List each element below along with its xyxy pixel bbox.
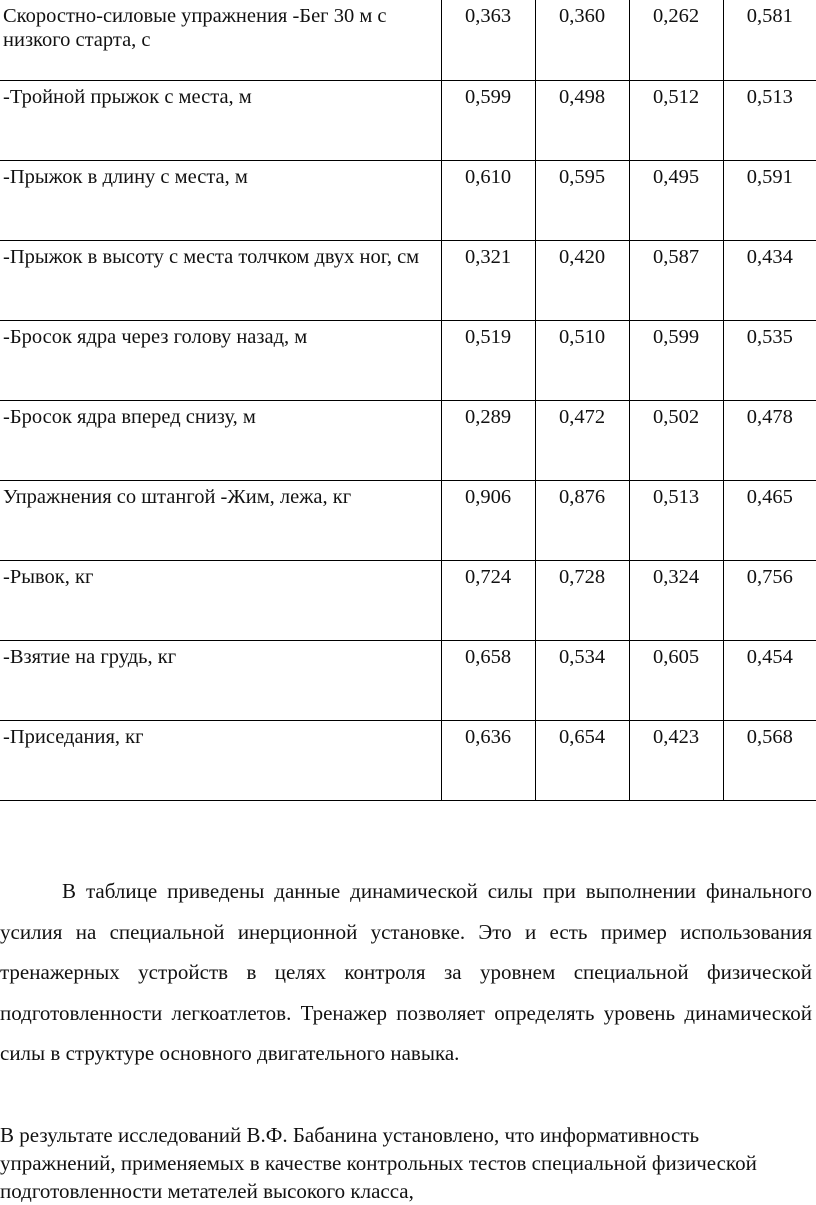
value-cell: 0,658 <box>441 640 535 720</box>
value-cell: 0,636 <box>441 720 535 800</box>
exercise-name: -Приседания, кг <box>0 720 441 800</box>
value-cell: 0,420 <box>535 240 629 320</box>
body-paragraph: В результате исследований В.Ф. Бабанина установлено, что информативность упражнений, применяемых в качестве контрольных тестов специальной физической подготовленности метателей высокого класса, <box>0 1123 757 1203</box>
table-row <box>0 400 816 480</box>
exercise-name: -Прыжок в высоту с места толчком двух ног, см <box>0 240 441 320</box>
value-cell: 0,454 <box>723 640 816 720</box>
table-row <box>0 0 816 80</box>
value-cell: 0,495 <box>629 160 723 240</box>
value-cell: 0,324 <box>629 560 723 640</box>
table-row <box>0 560 816 640</box>
value-cell: 0,510 <box>535 320 629 400</box>
table-row <box>0 480 816 560</box>
value-cell: 0,513 <box>629 480 723 560</box>
value-cell: 0,756 <box>723 560 816 640</box>
value-cell: 0,876 <box>535 480 629 560</box>
value-cell: 0,434 <box>723 240 816 320</box>
value-cell: 0,289 <box>441 400 535 480</box>
table-row <box>0 80 816 160</box>
value-cell: 0,262 <box>629 0 723 80</box>
table-row <box>0 160 816 240</box>
table-row <box>0 640 816 720</box>
value-cell: 0,595 <box>535 160 629 240</box>
exercise-name: -Бросок ядра вперед снизу, м <box>0 400 441 480</box>
value-cell: 0,728 <box>535 560 629 640</box>
value-cell: 0,513 <box>723 80 816 160</box>
value-cell: 0,587 <box>629 240 723 320</box>
table-row <box>0 240 816 320</box>
body-paragraph: В таблице приведены данные динамической силы при выполнении финального усилия на специальной инерционной установке. Это и есть пример использования тренажерных устройств в целях контроля за уровнем специальной физической подготовленности легкоатлетов. Тренажер позволяет определять уровень динамической силы в структуре основного двигательного навыка. <box>0 879 812 1065</box>
table-row <box>0 720 816 800</box>
exercise-name: -Рывок, кг <box>0 560 441 640</box>
value-cell: 0,478 <box>723 400 816 480</box>
exercise-name: -Прыжок в длину с места, м <box>0 160 441 240</box>
value-cell: 0,535 <box>723 320 816 400</box>
value-cell: 0,472 <box>535 400 629 480</box>
value-cell: 0,498 <box>535 80 629 160</box>
value-cell: 0,599 <box>441 80 535 160</box>
value-cell: 0,568 <box>723 720 816 800</box>
value-cell: 0,581 <box>723 0 816 80</box>
value-cell: 0,610 <box>441 160 535 240</box>
value-cell: 0,363 <box>441 0 535 80</box>
value-cell: 0,906 <box>441 480 535 560</box>
value-cell: 0,605 <box>629 640 723 720</box>
table-row <box>0 320 816 400</box>
value-cell: 0,599 <box>629 320 723 400</box>
value-cell: 0,360 <box>535 0 629 80</box>
value-cell: 0,423 <box>629 720 723 800</box>
value-cell: 0,534 <box>535 640 629 720</box>
value-cell: 0,502 <box>629 400 723 480</box>
value-cell: 0,512 <box>629 80 723 160</box>
exercise-name: Скоростно-силовые упражнения -Бег 30 м с низкого старта, с <box>0 0 441 80</box>
value-cell: 0,465 <box>723 480 816 560</box>
value-cell: 0,321 <box>441 240 535 320</box>
value-cell: 0,591 <box>723 160 816 240</box>
value-cell: 0,654 <box>535 720 629 800</box>
exercise-name: -Бросок ядра через голову назад, м <box>0 320 441 400</box>
exercise-name: Упражнения со штангой -Жим, лежа, кг <box>0 480 441 560</box>
exercise-name: -Тройной прыжок с места, м <box>0 80 441 160</box>
value-cell: 0,724 <box>441 560 535 640</box>
exercise-name: -Взятие на грудь, кг <box>0 640 441 720</box>
value-cell: 0,519 <box>441 320 535 400</box>
